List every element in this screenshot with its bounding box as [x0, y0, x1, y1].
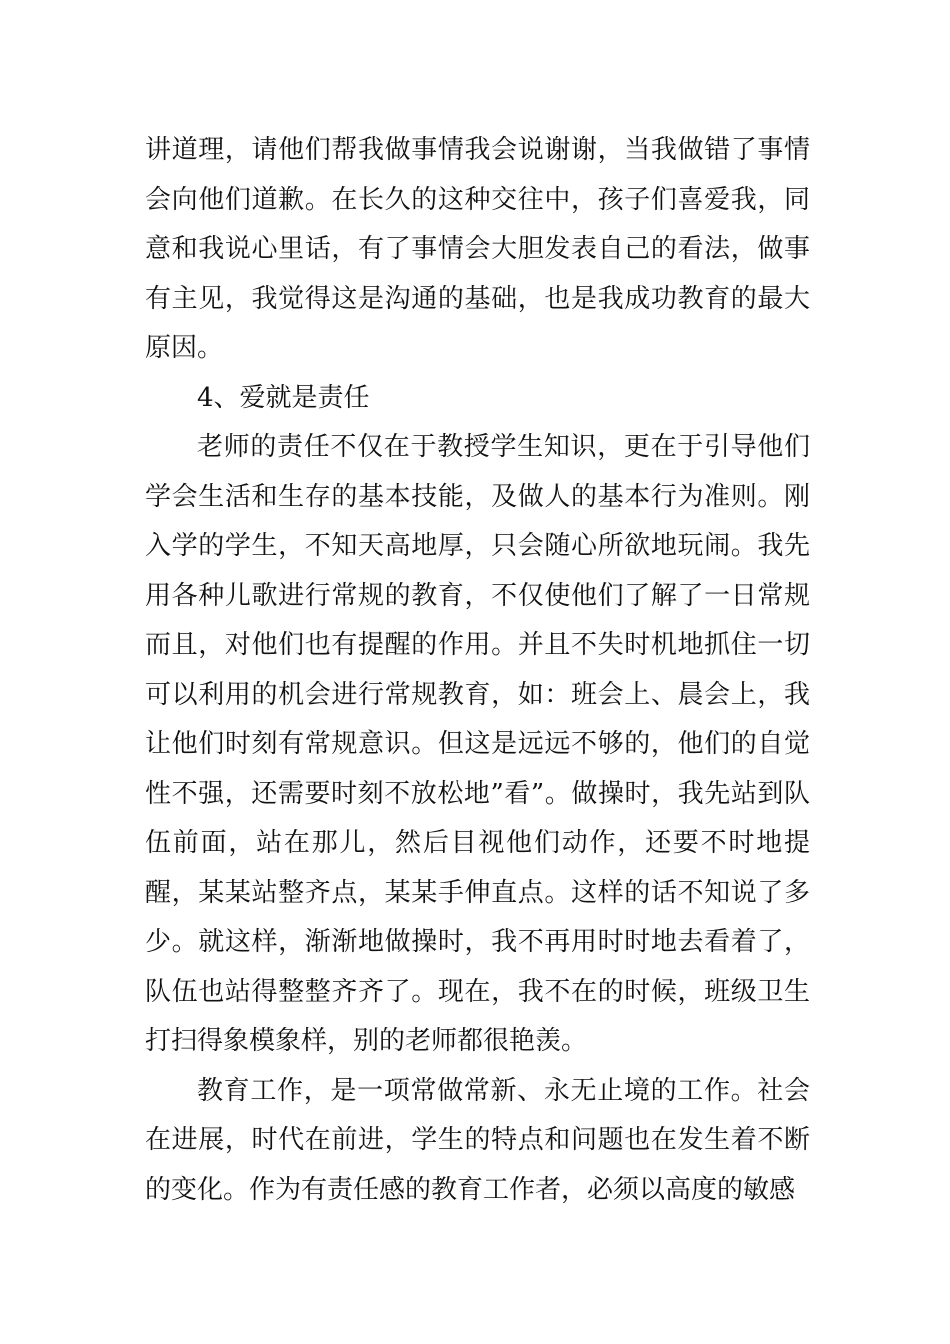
document-body — [145, 126, 810, 1215]
paragraph-education-work: 教育工作，是一项常做常新、永无止境的工作。社会在进展，时代在前进，学生的特点和问题也在发生着不断的变化。作为有责任感的教育工作者，必须以高度的敏感 — [145, 1075, 810, 1205]
paragraph-continuation: 讲道理，请他们帮我做事情我会说谢谢，当我做错了事情会向他们道歉。在长久的这种交往中，孩子们喜爱我，同意和我说心里话，有了事情会大胆发表自己的看法，做事有主见，我觉得这是沟通的基础，也是我成功教育的最大原因。 — [145, 135, 810, 363]
paragraph-responsibility: 老师的责任不仅在于教授学生知识，更在于引导他们学会生活和生存的基本技能，及做人的基本行为准则。刚入学的学生，不知天高地厚，只会随心所欲地玩闹。我先用各种儿歌进行常规的教育，不仅使他们了解了一日常规而且，对他们也有提醒的作用。并且不失时机地抓住一切可以利用的机会进行常规教育，如：班会上、晨会上，我让他们时刻有常规意识。但这是远远不够的，他们的自觉性不强，还需要时刻不放松地”看”。做操时，我先站到队伍前面，站在那儿，然后目视他们动作，还要不时地提醒，某某站整齐点，某某手伸直点。这样的话不知说了多少。就这样，渐渐地做操时，我不再用时时地去看着了，队伍也站得整整齐齐了。现在，我不在的时候，班级卫生打扫得象模象样，别的老师都很艳羡。 — [145, 432, 810, 1056]
section-heading: 4、爱就是责任 — [197, 382, 370, 413]
